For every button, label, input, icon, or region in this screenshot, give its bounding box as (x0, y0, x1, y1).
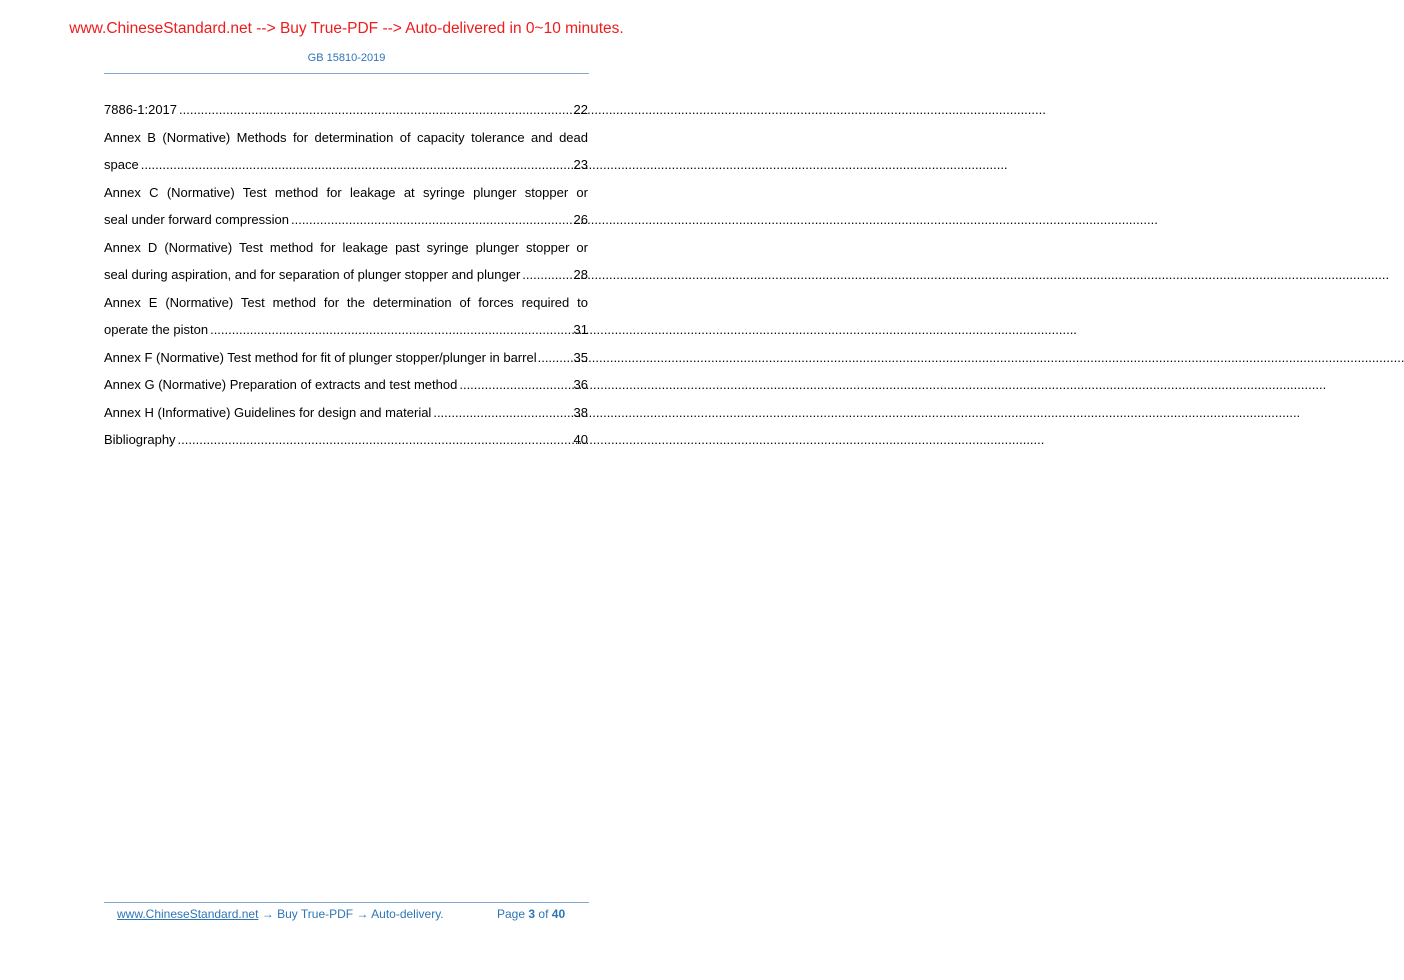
toc-entry[interactable] (104, 124, 588, 152)
toc-entry[interactable] (104, 426, 588, 454)
toc-entry[interactable] (104, 289, 588, 317)
arrow-icon: → (261, 907, 274, 921)
toc-entry-page: 22 (573, 102, 588, 117)
toc-entry-page: 38 (573, 404, 588, 420)
toc-entry-title: seal under forward compression (104, 212, 289, 227)
toc-entry-page: 36 (573, 377, 588, 392)
toc-leader-dots (210, 316, 571, 344)
toc-entry-title: space (104, 157, 139, 172)
page-label: Page (497, 907, 526, 921)
footer-buy-link[interactable]: Buy True-PDF (277, 907, 354, 921)
toc-entry[interactable] (104, 344, 588, 372)
toc-entry-title: Annex F (Normative) Test method for fit of plunger stopper/plunger in barrel (104, 349, 537, 365)
toc-leader-dots (459, 371, 571, 399)
page-indicator (497, 907, 565, 921)
footer-site-link[interactable]: www.ChineseStandard.net (117, 907, 259, 921)
toc-entry-title: seal during aspiration, and for separation of plunger stopper and plunger (104, 267, 521, 282)
toc-entry[interactable] (104, 316, 588, 344)
toc-entry-page: 23 (573, 157, 588, 172)
footer (117, 907, 587, 921)
document-code: GB 15810-2019 (307, 52, 386, 64)
arrow-icon: → (356, 907, 369, 921)
toc-entry[interactable] (104, 96, 588, 124)
toc-leader-dots (522, 261, 571, 289)
toc-leader-dots (433, 399, 571, 427)
toc-entry-title: Annex D (Normative) Test method for leakage past syringe plunger stopper or (104, 239, 588, 255)
header-divider (104, 73, 589, 74)
page-of-label: of (538, 907, 549, 921)
top-banner[interactable]: www.ChineseStandard.net --> Buy True-PDF --> Auto-delivered in 0~10 minutes. (69, 20, 624, 37)
toc-entry-title: Annex G (Normative) Preparation of extracts and test method (104, 377, 458, 392)
toc-entry[interactable] (104, 371, 588, 399)
toc-entry-page: 31 (573, 322, 588, 337)
toc-entry-title: Annex E (Normative) Test method for the determination of forces required to (104, 294, 588, 310)
toc-entry[interactable] (104, 234, 588, 262)
table-of-contents (104, 96, 588, 454)
toc-entry-title: operate the piston (104, 322, 209, 337)
toc-entry-page: 28 (573, 267, 588, 282)
toc-entry[interactable] (104, 206, 588, 234)
toc-entry[interactable] (104, 179, 588, 207)
footer-delivery-text: Auto-delivery. (371, 907, 444, 921)
page-current: 3 (528, 907, 536, 921)
toc-entry-title: Bibliography (104, 432, 176, 447)
toc-entry-page: 26 (573, 212, 588, 227)
toc-leader-dots (538, 344, 573, 372)
page-total: 40 (551, 907, 566, 921)
toc-entry[interactable] (104, 399, 588, 427)
toc-entry-title: Annex H (Informative) Guidelines for design and material (104, 404, 432, 420)
toc-leader-dots (141, 151, 572, 179)
toc-entry-title: Annex B (Normative) Methods for determination of capacity tolerance and dead (104, 129, 588, 145)
toc-leader-dots (179, 96, 572, 124)
toc-entry-page: 40 (573, 432, 588, 447)
toc-entry[interactable] (104, 261, 588, 289)
footer-divider (104, 902, 589, 903)
toc-entry-title: 7886-1:2017 (104, 102, 178, 117)
toc-leader-dots (178, 426, 572, 454)
toc-entry[interactable] (104, 151, 588, 179)
toc-entry-title: Annex C (Normative) Test method for leakage at syringe plunger stopper or (104, 184, 588, 200)
toc-entry-page: 35 (573, 349, 588, 365)
toc-leader-dots (291, 206, 572, 234)
